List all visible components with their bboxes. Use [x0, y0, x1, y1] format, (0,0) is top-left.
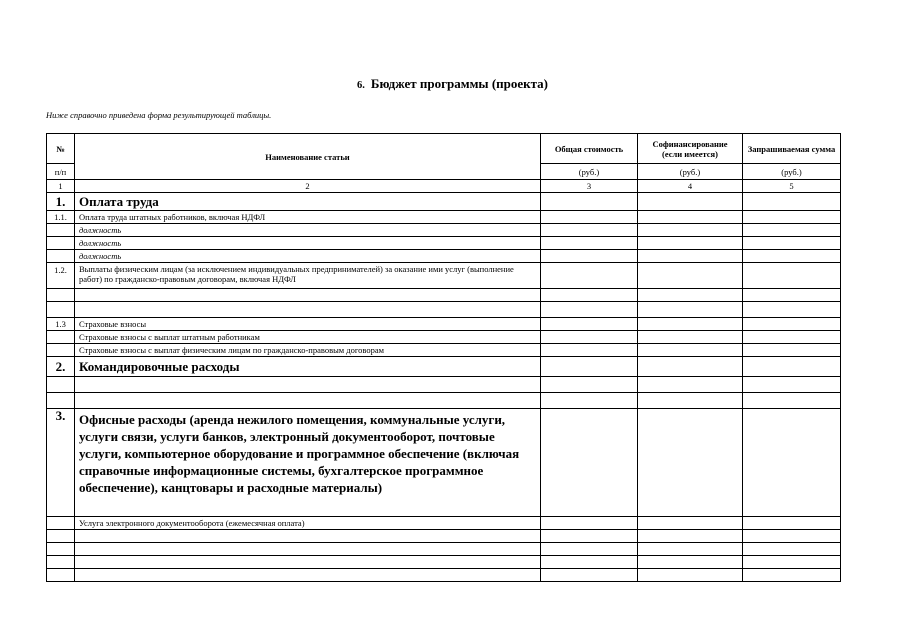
row-name: Страховые взносы с выплат штатным работникам	[75, 331, 541, 344]
row-name: Страховые взносы с выплат физическим лицам по гражданско-правовым договорам	[75, 344, 541, 357]
row-name	[75, 556, 541, 569]
row-number	[47, 289, 75, 302]
cell-requested[interactable]	[743, 289, 841, 302]
cell-requested[interactable]	[743, 517, 841, 530]
row-number: 3.	[47, 409, 75, 517]
cell-cofin[interactable]	[638, 517, 743, 530]
col-total-header: Общая стоимость	[541, 134, 638, 164]
cell-cofin[interactable]	[638, 409, 743, 517]
row-name: Услуга электронного документооборота (ежемесячная оплата)	[75, 517, 541, 530]
row-number: 1.3	[47, 318, 75, 331]
col-no-header: №	[47, 134, 75, 164]
row-name: должность	[75, 250, 541, 263]
row-number	[47, 517, 75, 530]
unit-cofin: (руб.)	[638, 164, 743, 180]
row-name	[75, 393, 541, 409]
cell-cofin[interactable]	[638, 193, 743, 211]
table-row	[47, 530, 841, 543]
cell-total[interactable]	[541, 289, 638, 302]
cell-cofin[interactable]	[638, 569, 743, 582]
row-name: должность	[75, 237, 541, 250]
row-number	[47, 250, 75, 263]
row-number	[47, 530, 75, 543]
row-number	[47, 556, 75, 569]
cell-requested[interactable]	[743, 409, 841, 517]
row-number	[47, 393, 75, 409]
row-number	[47, 331, 75, 344]
cell-requested[interactable]	[743, 543, 841, 556]
cell-cofin[interactable]	[638, 289, 743, 302]
cell-requested[interactable]	[743, 263, 841, 289]
cell-cofin[interactable]	[638, 318, 743, 331]
cell-total[interactable]	[541, 357, 638, 377]
row-number	[47, 377, 75, 393]
cell-requested[interactable]	[743, 193, 841, 211]
col-requested-header: Запрашиваемая сумма	[743, 134, 841, 164]
cell-requested[interactable]	[743, 377, 841, 393]
cell-requested[interactable]	[743, 357, 841, 377]
cell-cofin[interactable]	[638, 250, 743, 263]
cell-cofin[interactable]	[638, 237, 743, 250]
column-numbers-row	[47, 180, 841, 193]
cell-requested[interactable]	[743, 302, 841, 318]
cell-total[interactable]	[541, 224, 638, 237]
cell-total[interactable]	[541, 409, 638, 517]
cell-total[interactable]	[541, 569, 638, 582]
table-row	[47, 357, 841, 377]
col-number-1: 1	[47, 180, 75, 193]
col-no-subheader: п/п	[47, 164, 75, 180]
row-number	[47, 302, 75, 318]
table-row	[47, 409, 841, 517]
row-name: должность	[75, 224, 541, 237]
row-name	[75, 377, 541, 393]
col-number-5: 5	[743, 180, 841, 193]
cell-cofin[interactable]	[638, 331, 743, 344]
cell-cofin[interactable]	[638, 344, 743, 357]
row-number	[47, 344, 75, 357]
cell-cofin[interactable]	[638, 530, 743, 543]
table-row	[47, 224, 841, 237]
cell-requested[interactable]	[743, 318, 841, 331]
table-row	[47, 393, 841, 409]
cell-total[interactable]	[541, 302, 638, 318]
table-row	[47, 263, 841, 289]
cell-total[interactable]	[541, 377, 638, 393]
cell-total[interactable]	[541, 393, 638, 409]
row-number	[47, 543, 75, 556]
cell-cofin[interactable]	[638, 357, 743, 377]
cell-cofin[interactable]	[638, 556, 743, 569]
row-number: 1.2.	[47, 263, 75, 289]
row-name: Страховые взносы	[75, 318, 541, 331]
cell-total[interactable]	[541, 193, 638, 211]
table-row	[47, 569, 841, 582]
cell-requested[interactable]	[743, 344, 841, 357]
header-row	[47, 134, 841, 164]
table-row	[47, 344, 841, 357]
cell-requested[interactable]	[743, 530, 841, 543]
table-row	[47, 193, 841, 211]
row-name	[75, 543, 541, 556]
row-name: Оплата труда	[75, 193, 541, 211]
cell-total[interactable]	[541, 331, 638, 344]
row-name	[75, 569, 541, 582]
table-row	[47, 331, 841, 344]
row-number	[47, 237, 75, 250]
cell-cofin[interactable]	[638, 393, 743, 409]
table-row	[47, 543, 841, 556]
cell-total[interactable]	[541, 556, 638, 569]
row-number	[47, 569, 75, 582]
cell-cofin[interactable]	[638, 543, 743, 556]
section-title	[0, 76, 905, 92]
cell-cofin[interactable]	[638, 263, 743, 289]
cell-requested[interactable]	[743, 224, 841, 237]
cell-cofin[interactable]	[638, 211, 743, 224]
col-number-2: 2	[75, 180, 541, 193]
row-name: Оплата труда штатных работников, включая НДФЛ	[75, 211, 541, 224]
unit-total: (руб.)	[541, 164, 638, 180]
cell-cofin[interactable]	[638, 377, 743, 393]
cell-total[interactable]	[541, 543, 638, 556]
table-row	[47, 289, 841, 302]
row-number: 1.1.	[47, 211, 75, 224]
cell-requested[interactable]	[743, 569, 841, 582]
table-row	[47, 302, 841, 318]
row-number: 2.	[47, 357, 75, 377]
intro-note: Ниже справочно приведена форма результирующей таблицы.	[46, 110, 272, 120]
col-number-3: 3	[541, 180, 638, 193]
cell-requested[interactable]	[743, 237, 841, 250]
cell-requested[interactable]	[743, 250, 841, 263]
cell-total[interactable]	[541, 344, 638, 357]
table-row	[47, 517, 841, 530]
row-name: Офисные расходы (аренда нежилого помещения, коммунальные услуги, услуги связи, услуги банков, электронный документооборот, почтовые услуги, компьютерное оборудование и программное обеспечение (включая справочные информационные системы, бухгалтерское программное обеспечение), канцтовары и расходные материалы)	[75, 409, 541, 517]
cell-total[interactable]	[541, 211, 638, 224]
row-name	[75, 289, 541, 302]
table-row	[47, 250, 841, 263]
table-row	[47, 318, 841, 331]
table-row	[47, 211, 841, 224]
col-number-4: 4	[638, 180, 743, 193]
cell-total[interactable]	[541, 237, 638, 250]
cell-cofin[interactable]	[638, 302, 743, 318]
cell-requested[interactable]	[743, 393, 841, 409]
cell-total[interactable]	[541, 263, 638, 289]
section-title-text: Бюджет программы (проекта)	[370, 76, 549, 91]
budget-table	[46, 133, 841, 582]
row-name	[75, 302, 541, 318]
row-number	[47, 224, 75, 237]
table-row	[47, 556, 841, 569]
cell-total[interactable]	[541, 318, 638, 331]
col-name-header: Наименование статьи	[75, 134, 541, 180]
table-row	[47, 237, 841, 250]
cell-requested[interactable]	[743, 331, 841, 344]
cell-total[interactable]	[541, 530, 638, 543]
row-number: 1.	[47, 193, 75, 211]
table-row	[47, 377, 841, 393]
cell-requested[interactable]	[743, 211, 841, 224]
row-name: Выплаты физическим лицам (за исключением индивидуальных предпринимателей) за оказание ими услуг (выполнение работ) по гражданско-правовым договорам, включая НДФЛ	[75, 263, 541, 289]
cell-cofin[interactable]	[638, 224, 743, 237]
row-name: Командировочные расходы	[75, 357, 541, 377]
col-cofin-header: Софинансирование (если имеется)	[638, 134, 743, 164]
row-name	[75, 530, 541, 543]
cell-total[interactable]	[541, 250, 638, 263]
cell-requested[interactable]	[743, 556, 841, 569]
section-number: 6.	[356, 80, 365, 91]
unit-requested: (руб.)	[743, 164, 841, 180]
cell-total[interactable]	[541, 517, 638, 530]
